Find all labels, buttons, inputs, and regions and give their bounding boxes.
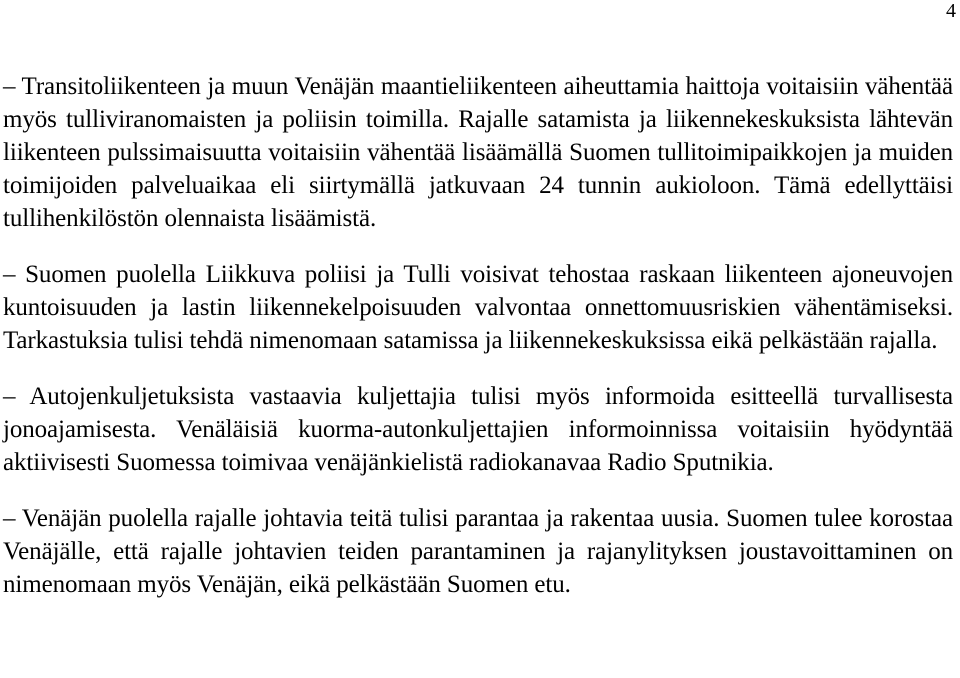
page-number: 4: [946, 0, 956, 22]
document-body: [3, 70, 953, 624]
paragraph-russian-roads: – Venäjän puolella rajalle johtavia teitä tulisi parantaa ja rakentaa uusia. Suomen tulee korostaa Venäjälle, että rajalle johtavien teiden parantaminen ja rajanylityksen joustavoittaminen on nimenomaan myös Venäjän, eikä pelkästään Suomen etu.: [3, 505, 953, 598]
paragraph-transit-traffic: – Transitoliikenteen ja muun Venäjän maantieliikenteen aiheuttamia haittoja voitaisiin vähentää myös tulliviranomaisten ja poliisin toimilla. Rajalle satamista ja liikennekeskuksista lähtevän liikenteen pulssimaisuutta voitaisiin vähentää lisäämällä Suomen tullitoimipaikkojen ja muiden toimijoiden palveluaikaa eli siirtymällä jatkuvaan 24 tunnin aukioloon. Tämä edellyttäisi tullihenkilöstön olennaista lisäämistä.: [3, 73, 953, 232]
paragraph-driver-information: – Autojenkuljetuksista vastaavia kuljettajia tulisi myös informoida esitteellä turvallisesta jonoajamisesta. Venäläisiä kuorma-autonkuljettajien informoinnissa voitaisiin hyödyntää aktiivisesti Suomessa toimivaa venäjänkielistä radiokanavaa Radio Sputnikia.: [3, 383, 953, 476]
paragraph-police-customs: – Suomen puolella Liikkuva poliisi ja Tulli voisivat tehostaa raskaan liikenteen ajoneuvojen kuntoisuuden ja lastin liikennekelpoisuuden valvontaa onnettomuusriskien vähentämiseksi. Tarkastuksia tulisi tehdä nimenomaan satamissa ja liikennekeskuksissa eikä pelkästään rajalla.: [3, 261, 953, 354]
